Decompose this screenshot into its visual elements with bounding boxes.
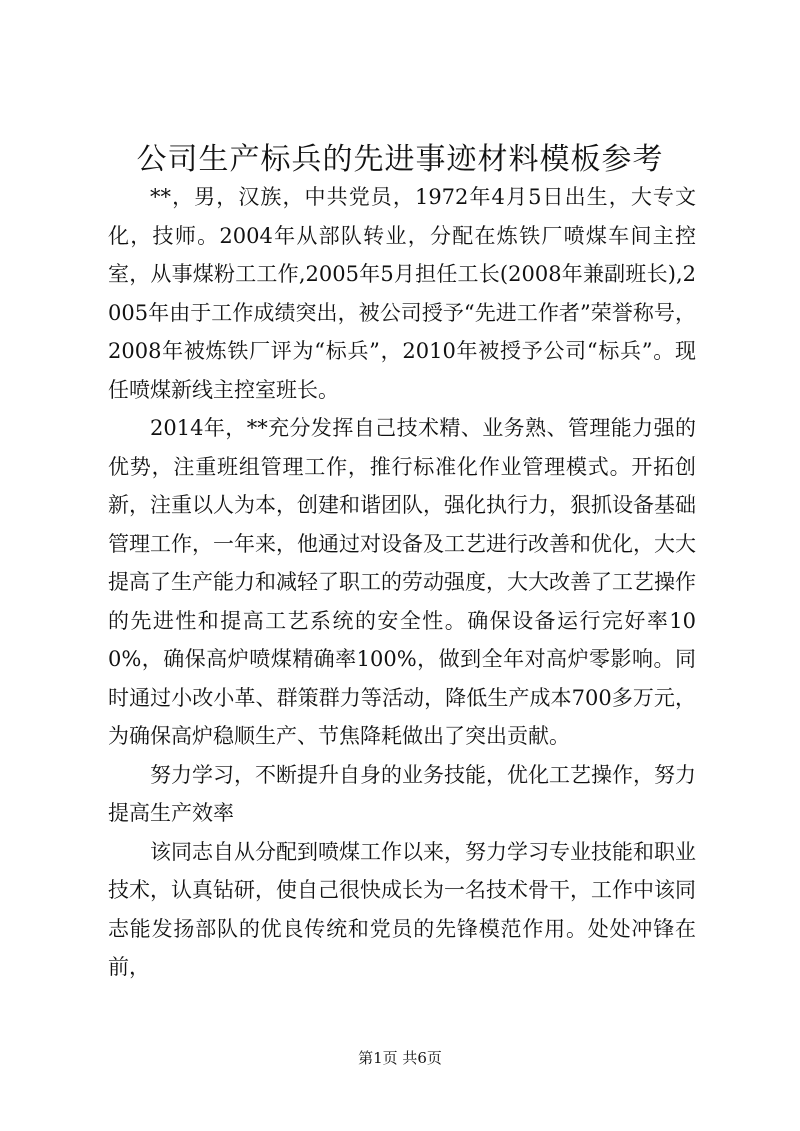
page-number-footer: 第1页 共6页: [358, 1049, 442, 1067]
document-body: [108, 178, 696, 987]
document-title: 公司生产标兵的先进事迹材料模板参考: [136, 142, 664, 177]
paragraph-learning: 该同志自从分配到喷煤工作以来，努力学习专业技能和职业技术，认真钻研，使自己很快成长为一名技术骨干，工作中该同志能发扬部队的优良传统和党员的先锋模范作用。处处冲锋在前，: [108, 839, 696, 979]
paragraph-profile: **，男，汉族，中共党员，1972年4月5日出生，大专文化，技师。2004年从部队转业，分配在炼铁厂喷煤车间主控室，从事煤粉工工作,2005年5月担任工长(2008年兼副班长),2005年由于工作成绩突出，被公司授予“先进工作者”荣誉称号，2008年被炼铁厂评为“标兵”，2010年被授予公司“标兵”。现任喷煤新线主控室班长。: [108, 185, 696, 402]
paragraph-achievements-2014: 2014年，**充分发挥自己技术精、业务熟、管理能力强的优势，注重班组管理工作，推行标准化作业管理模式。开拓创新，注重以人为本，创建和谐团队，强化执行力，狠抓设备基础管理工作，一年来，他通过对设备及工艺进行改善和优化，大大提高了生产能力和减轻了职工的劳动强度，大大改善了工艺操作的先进性和提高工艺系统的安全性。确保设备运行完好率100%，确保高炉喷煤精确率100%，做到全年对高炉零影响。同时通过小改小革、群策群力等活动，降低生产成本700多万元，为确保高炉稳顺生产、节焦降耗做出了突出贡献。: [108, 416, 696, 748]
paragraph-section-heading: 努力学习，不断提升自身的业务技能，优化工艺操作，努力提高生产效率: [108, 762, 696, 825]
